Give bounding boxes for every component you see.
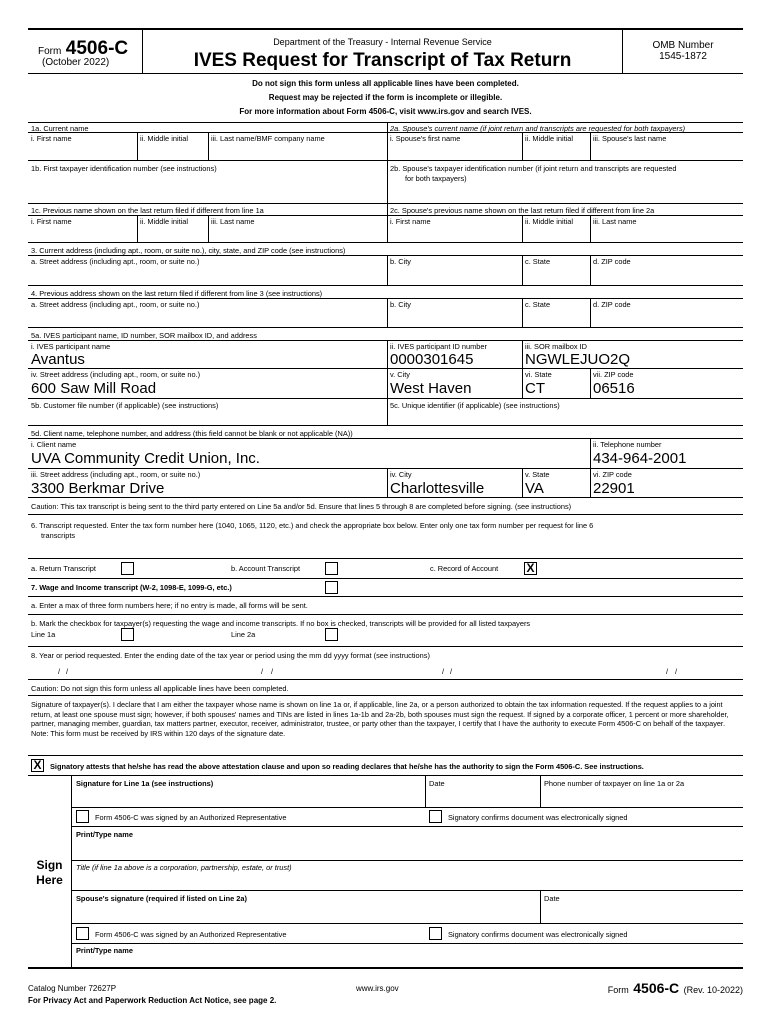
attestation-text: Signatory attests that he/she has read the above attestation clause and upon so reading declares that he/she has the authority to sign the Form 4506-C. See instructions. — [50, 762, 644, 771]
print-name-label-2: Print/Type name — [76, 946, 133, 955]
privacy-notice: For Privacy Act and Paperwork Reduction Act Notice, see page 2. — [28, 996, 277, 1005]
signature-declaration — [28, 696, 743, 756]
electronic-label-2: Signatory confirms document was electronically signed — [448, 930, 628, 939]
date-1-label: Date — [429, 779, 445, 788]
row-6-options — [28, 559, 743, 579]
form-word: Form — [38, 46, 62, 57]
row-4-previous-address — [28, 286, 743, 328]
ives-street-value[interactable]: 600 Saw Mill Road — [31, 380, 157, 397]
record-of-account-checkbox[interactable]: X — [524, 562, 537, 575]
row-5b-5c — [28, 399, 743, 426]
client-phone-value[interactable]: 434-964-2001 — [593, 450, 687, 467]
line-1c-first-label: i. First name — [31, 217, 72, 226]
sign-word: Sign — [36, 858, 63, 872]
print-name-label-1: Print/Type name — [76, 830, 133, 839]
line-7a-label: a. Enter a max of three form numbers here; if no entry is made, all forms will be sent. — [31, 601, 308, 610]
line-7b-line1a-label: Line 1a — [31, 630, 56, 639]
attestation-checkbox[interactable]: X — [31, 759, 44, 772]
line-5b-label: 5b. Customer file number (if applicable) (see instructions) — [31, 401, 219, 410]
row-1b-2b — [28, 161, 743, 204]
electronic-label-1: Signatory confirms document was electronically signed — [448, 813, 628, 822]
footer-form-word: Form — [607, 985, 629, 995]
line-3-label: 3. Current address (including apt., room, or suite no.), city, state, and ZIP code (see instructions) — [31, 246, 346, 255]
sor-mailbox-value[interactable]: NGWLEJUO2Q — [525, 351, 631, 368]
client-zip-label: vi. ZIP code — [593, 470, 632, 479]
line-1b-label: 1b. First taxpayer identification number (see instructions) — [31, 164, 217, 173]
line-2a-first-label: i. Spouse's first name — [390, 134, 461, 143]
catalog-number: Catalog Number 72627P — [28, 984, 117, 993]
row-5d-client — [28, 426, 743, 498]
line-4-zip-label: d. ZIP code — [593, 300, 631, 309]
caution-1-text: Caution: This tax transcript is being sent to the third party entered on Line 5a and/or 5d. Ensure that lines 5 through 8 are completed before signing. (see instructions) — [31, 502, 572, 511]
line-1c-label: 1c. Previous name shown on the last return filed if different from line 1a — [31, 206, 264, 215]
line-4-state-label: c. State — [525, 300, 551, 309]
form-title: IVES Request for Transcript of Tax Return — [193, 50, 572, 71]
line-1a-last-label: iii. Last name/BMF company name — [211, 134, 325, 143]
wage-income-checkbox[interactable] — [325, 581, 338, 594]
line-5d-label: 5d. Client name, telephone number, and address (this field cannot be blank or not applicable (NA)) — [31, 429, 353, 438]
sor-mailbox-label: iii. SOR mailbox ID — [525, 342, 588, 351]
footer-rev: (Rev. 10-2022) — [683, 985, 743, 995]
line-4-city-label: b. City — [390, 300, 411, 309]
website: www.irs.gov — [356, 984, 399, 993]
title-label: Title (if line 1a above is a corporation, partnership, estate, or trust) — [76, 863, 292, 872]
caution-lines-5-8 — [28, 498, 743, 515]
row-7b — [28, 615, 743, 647]
form-id-block — [28, 30, 143, 74]
electronic-checkbox-2[interactable] — [429, 927, 442, 940]
date-2-label: Date — [544, 894, 560, 903]
spouse-signature-label: Spouse's signature (required if listed on Line 2a) — [76, 894, 247, 903]
line-3-city-label: b. City — [390, 257, 411, 266]
row-7a — [28, 597, 743, 615]
line-7b-label: b. Mark the checkbox for taxpayer(s) requesting the wage and income transcripts. If no box is checked, transcripts will be provided for all listed taxpayers — [31, 619, 531, 628]
notice-line-1: Do not sign this form unless all applicable lines have been completed. — [252, 79, 519, 88]
client-street-label: iii. Street address (including apt., room, or suite no.) — [31, 470, 201, 479]
line-2a-wage-checkbox[interactable] — [325, 628, 338, 641]
line-7-label: 7. Wage and Income transcript (W-2, 1098-E, 1099-G, etc.) — [31, 583, 232, 592]
line-1a-wage-checkbox[interactable] — [121, 628, 134, 641]
line-3-street-label: a. Street address (including apt., room, or suite no.) — [31, 257, 200, 266]
electronic-checkbox-1[interactable] — [429, 810, 442, 823]
ives-state-label: vi. State — [525, 370, 552, 379]
notice-line-2: Request may be rejected if the form is incomplete or illegible. — [268, 93, 503, 102]
phone-label: Phone number of taxpayer on line 1a or 2a — [544, 779, 685, 788]
return-transcript-checkbox[interactable] — [121, 562, 134, 575]
year-2-slash-b: / — [271, 667, 274, 676]
form-number: 4506-C — [65, 38, 129, 59]
line-1a-middle-label: ii. Middle initial — [140, 134, 189, 143]
ives-id-label: ii. IVES participant ID number — [390, 342, 487, 351]
record-of-account-label: c. Record of Account — [430, 564, 499, 573]
year-4-slash-a: / — [666, 667, 669, 676]
sign-here-label — [28, 858, 71, 888]
line-8-label: 8. Year or period requested. Enter the ending date of the tax year or period using the mm dd yyyy format (see instructions) — [31, 651, 430, 660]
row-8-years — [28, 647, 743, 680]
client-zip-value[interactable]: 22901 — [593, 480, 635, 497]
line-4-label: 4. Previous address shown on the last return filed if different from line 3 (see instructions) — [31, 289, 323, 298]
caution-2-text: Caution: Do not sign this form unless all applicable lines have been completed. — [31, 684, 289, 693]
client-name-value[interactable]: UVA Community Credit Union, Inc. — [31, 450, 260, 467]
client-city-label: iv. City — [390, 470, 412, 479]
ives-zip-label: vii. ZIP code — [593, 370, 634, 379]
line-3-zip-label: d. ZIP code — [593, 257, 631, 266]
ives-street-label: iv. Street address (including apt., room, or suite no.) — [31, 370, 201, 379]
omb-block — [622, 30, 743, 74]
here-word: Here — [36, 873, 63, 887]
ives-id-value[interactable]: 0000301645 — [390, 351, 474, 368]
client-state-label: v. State — [525, 470, 550, 479]
auth-rep-checkbox-2[interactable] — [76, 927, 89, 940]
form-date: (October 2022) — [42, 57, 110, 68]
line-6-label-cont: transcripts — [41, 531, 76, 540]
year-4-slash-b: / — [675, 667, 678, 676]
return-transcript-label: a. Return Transcript — [31, 564, 96, 573]
sign-here-block — [28, 776, 743, 969]
line-5c-label: 5c. Unique identifier (if applicable) (see instructions) — [390, 401, 560, 410]
account-transcript-label: b. Account Transcript — [231, 564, 301, 573]
ives-name-label: i. IVES participant name — [31, 342, 111, 351]
client-city-value[interactable]: Charlottesville — [390, 480, 485, 497]
omb-label: OMB Number — [652, 40, 714, 51]
line-2a-label: 2a. Spouse's current name (if joint return and transcripts are requested for both taxpayers) — [390, 124, 686, 133]
client-street-value[interactable]: 3300 Berkmar Drive — [31, 480, 165, 497]
client-phone-label: ii. Telephone number — [593, 440, 662, 449]
line-1c-middle-label: ii. Middle initial — [140, 217, 189, 226]
year-3-slash-a: / — [442, 667, 445, 676]
line-2c-label: 2c. Spouse's previous name shown on the last return filed if different from line 2a — [390, 206, 655, 215]
signature-1a-label: Signature for Line 1a (see instructions) — [76, 779, 214, 788]
auth-rep-label-2: Form 4506-C was signed by an Authorized Representative — [95, 930, 287, 939]
caution-do-not-sign — [28, 680, 743, 696]
footer-form-number: 4506-C — [633, 980, 680, 996]
omb-number: 1545-1872 — [659, 51, 707, 62]
line-5a-label: 5a. IVES participant name, ID number, SOR mailbox ID, and address — [31, 331, 257, 340]
footer-form-id — [608, 980, 743, 998]
account-transcript-checkbox[interactable] — [325, 562, 338, 575]
line-2c-first-label: i. First name — [390, 217, 431, 226]
line-1a-label: 1a. Current name — [31, 124, 89, 133]
year-3-slash-b: / — [450, 667, 453, 676]
department-name: Department of the Treasury - Internal Revenue Service — [273, 37, 492, 47]
line-2c-middle-label: ii. Middle initial — [525, 217, 574, 226]
year-1-slash-b: / — [66, 667, 69, 676]
row-6-label — [28, 515, 743, 559]
line-2c-last-label: iii. Last name — [593, 217, 637, 226]
line-3-state-label: c. State — [525, 257, 551, 266]
auth-rep-label-1: Form 4506-C was signed by an Authorized Representative — [95, 813, 287, 822]
line-2b-label-cont: for both taxpayers) — [405, 174, 467, 183]
ives-city-label: v. City — [390, 370, 410, 379]
line-6-label: 6. Transcript requested. Enter the tax form number here (1040, 1065, 1120, etc.) and check the appropriate box below. Enter only one tax form number per request for line 6 — [31, 521, 594, 530]
attestation-row — [28, 756, 743, 776]
line-4-street-label: a. Street address (including apt., room, or suite no.) — [31, 300, 200, 309]
line-2a-last-label: iii. Spouse's last name — [593, 134, 667, 143]
line-1c-last-label: iii. Last name — [211, 217, 255, 226]
notice-line-3: For more information about Form 4506-C, visit www.irs.gov and search IVES. — [239, 107, 532, 116]
row-1a-2a — [28, 122, 743, 161]
row-7-label — [28, 579, 743, 597]
ives-city-value[interactable]: West Haven — [390, 380, 472, 397]
client-state-value[interactable]: VA — [525, 480, 544, 497]
signature-declaration-text: Signature of taxpayer(s). I declare that I am either the taxpayer whose name is shown on line 1a or, if applicable, line 2a, or a person authorized to obtain the tax information requested. If the request applies to a joint return, at least one spouse must sign; however, if both spouses' names and TINs are listed in lines 1a-1b and 2a-2b, both spouses must sign the request. If signed by a corporate officer, 1 percent or more shareholder, partner, managing member, guardian, tax matters partner, executor, receiver, administrator, trustee, or party other than the taxpayer, I certify that I have the authority to execute Form 4506-C on behalf of the taxpayer. Note: This form must be received by IRS within 120 days of the signature date. — [31, 700, 729, 738]
line-2a-middle-label: ii. Middle initial — [525, 134, 574, 143]
year-1-slash-a: / — [58, 667, 61, 676]
line-7b-line2a-label: Line 2a — [231, 630, 256, 639]
year-2-slash-a: / — [261, 667, 264, 676]
row-1c-2c — [28, 204, 743, 243]
row-5a-ives — [28, 328, 743, 399]
line-1a-first-label: i. First name — [31, 134, 72, 143]
line-2b-label: 2b. Spouse's taxpayer identification number (if joint return and transcripts are requested — [390, 164, 677, 173]
ives-zip-value[interactable]: 06516 — [593, 380, 635, 397]
ives-state-value[interactable]: CT — [525, 380, 545, 397]
row-3-current-address — [28, 243, 743, 286]
client-name-label: i. Client name — [31, 440, 77, 449]
form-header — [28, 28, 743, 74]
auth-rep-checkbox-1[interactable] — [76, 810, 89, 823]
ives-name-value[interactable]: Avantus — [31, 351, 85, 368]
